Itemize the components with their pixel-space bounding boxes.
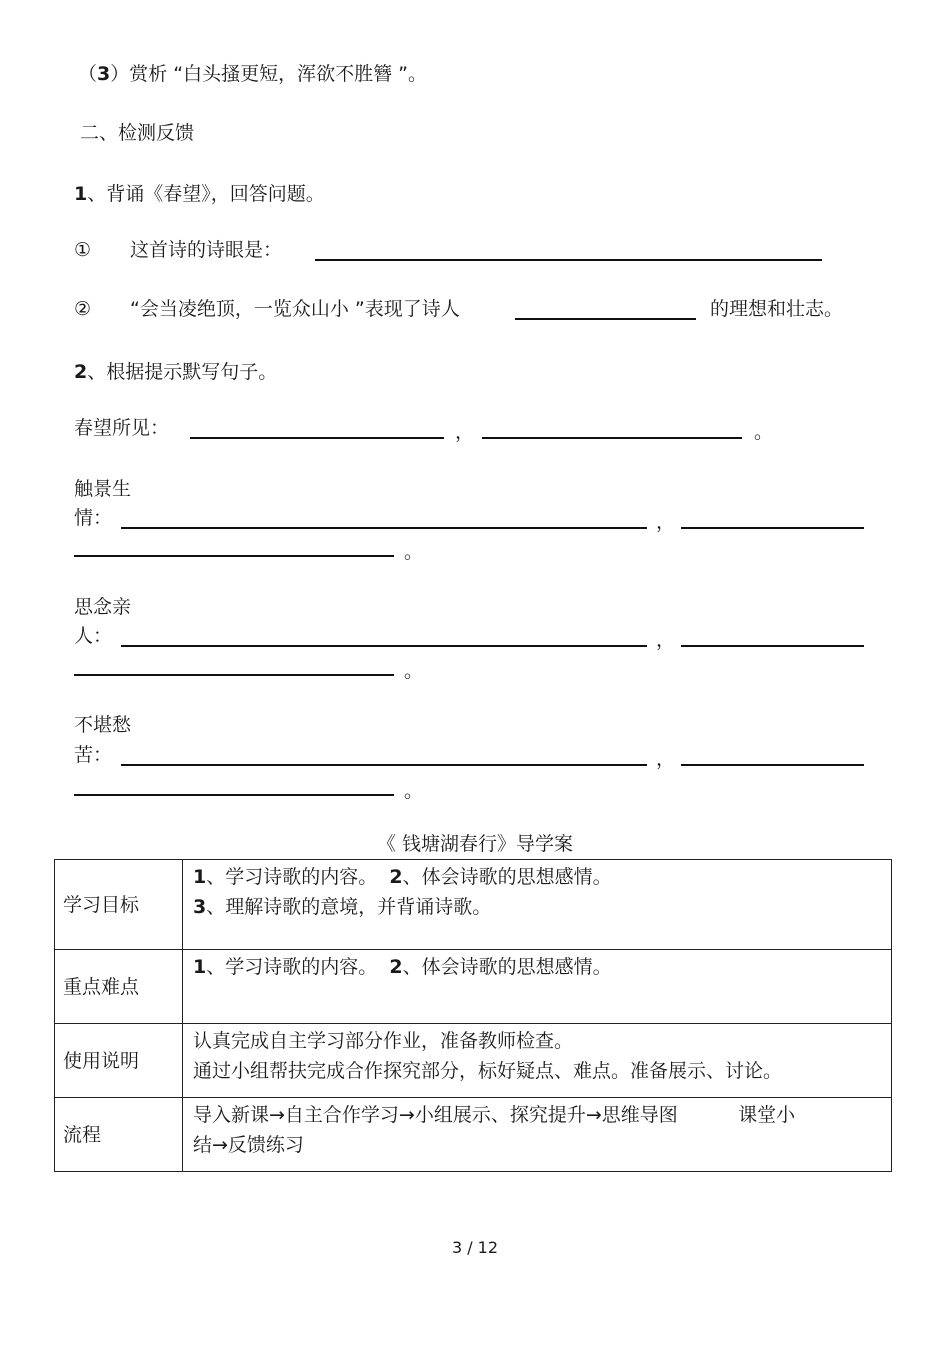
sub-2-text: “会当凌绝顶，一览众山小 ”表现了诗人: [130, 298, 460, 320]
plan-item-text: 、理解诗歌的意境，并背诵诗歌。: [206, 896, 492, 918]
item-2-text: 、根据提示默写句子。: [87, 361, 278, 383]
dictation-group-2-label-line2: 人：: [74, 625, 113, 647]
plan-row-label: 学习目标: [55, 860, 183, 950]
answer-blank-poem-eye[interactable]: [315, 259, 822, 261]
plan-item-text: 、学习诗歌的内容。: [206, 956, 390, 978]
dictation-group-3-label-line1: 不堪愁: [74, 714, 132, 736]
plan-row-content: [183, 1024, 892, 1098]
plan-row-content: [183, 950, 892, 1024]
plan-item-text: 、学习诗歌的内容。: [206, 866, 390, 888]
dictation-chunwang-blank-1[interactable]: [190, 437, 444, 439]
plan-row-line: [193, 1130, 881, 1160]
question-3-prefix: （: [78, 63, 98, 85]
question-3-text: ）赏析 “白头搔更短，浑欲不胜簪 ”。: [110, 63, 428, 85]
dictation-group-2-label-line1: 思念亲: [74, 596, 132, 618]
plan-item-number: 2: [389, 956, 403, 978]
dictation-group-3-comma: ，: [656, 748, 676, 770]
plan-row-content: [183, 1098, 892, 1172]
dictation-group-3-blank-1[interactable]: [121, 764, 647, 766]
plan-row-label: 流程: [55, 1098, 183, 1172]
plan-row: [55, 1024, 892, 1098]
dictation-group-1-comma: ，: [656, 511, 676, 533]
sub-2-text-after: 的理想和壮志。: [710, 298, 844, 320]
plan-row-line: [193, 1100, 881, 1130]
answer-blank-poet[interactable]: [515, 318, 696, 320]
dictation-group-1-blank-3[interactable]: [74, 555, 394, 557]
question-3-number: 3: [97, 63, 111, 85]
plan-item-text: 、体会诗歌的思想感情。: [402, 866, 612, 888]
dictation-group-3-period: 。: [404, 780, 424, 802]
sub-2-marker: ②: [74, 298, 92, 320]
study-plan-table: [54, 859, 892, 1172]
plan-row-line: [193, 1056, 881, 1086]
item-1-text: 、背诵《春望》，回答问题。: [87, 183, 325, 205]
plan-row: [55, 950, 892, 1024]
dictation-group-3-blank-3[interactable]: [74, 794, 394, 796]
dictation-group-2-blank-3[interactable]: [74, 674, 394, 676]
item-1: [74, 182, 325, 206]
plan-item-text: 、体会诗歌的思想感情。: [402, 956, 612, 978]
page-number: 3 / 12: [451, 1238, 499, 1257]
question-3: [78, 62, 427, 86]
plan-row-line: [193, 892, 881, 922]
plan-item-number: 3: [193, 896, 207, 918]
plan-row-content: [183, 860, 892, 950]
plan-row: [55, 1098, 892, 1172]
plan-row-label: 重点难点: [55, 950, 183, 1024]
dictation-group-2-blank-1[interactable]: [121, 645, 647, 647]
plan-title: 《 钱塘湖春行》导学案: [376, 833, 574, 855]
sub-1-text: 这首诗的诗眼是：: [130, 239, 283, 261]
dictation-group-1-blank-1[interactable]: [121, 527, 647, 529]
dictation-group-1-label-line2: 情：: [74, 507, 113, 529]
dictation-group-1-period: 。: [404, 541, 424, 563]
dictation-group-1-blank-2[interactable]: [681, 527, 864, 529]
dictation-group-2-period: 。: [404, 660, 424, 682]
dictation-chunwang-blank-2[interactable]: [482, 437, 742, 439]
item-2-number: 2: [74, 361, 88, 383]
plan-item-text: 通过小组帮扶完成合作探究部分，标好疑点、难点。准备展示、讨论。: [193, 1060, 783, 1082]
plan-row-label: 使用说明: [55, 1024, 183, 1098]
plan-row-line: [193, 952, 881, 982]
plan-row: [55, 860, 892, 950]
dictation-chunwang-label: 春望所见：: [74, 417, 170, 439]
dictation-group-3-label-line2: 苦：: [74, 744, 113, 766]
plan-row-line: [193, 862, 881, 892]
dictation-group-2-comma: ，: [656, 629, 676, 651]
section-2-title: 二、检测反馈: [80, 122, 195, 144]
plan-item-text: 认真完成自主学习部分作业，准备教师检查。: [193, 1030, 574, 1052]
plan-item-number: 1: [193, 956, 207, 978]
plan-item-text: 导入新课→自主合作学习→小组展示、探究提升→思维导图 课堂小: [193, 1104, 796, 1126]
item-1-number: 1: [74, 183, 88, 205]
dictation-group-3-blank-2[interactable]: [681, 764, 864, 766]
dictation-chunwang-period: 。: [754, 421, 774, 443]
dictation-group-1-label-line1: 触景生: [74, 478, 132, 500]
plan-row-line: [193, 1026, 881, 1056]
plan-item-number: 2: [389, 866, 403, 888]
item-2: [74, 360, 277, 384]
sub-1-marker: ①: [74, 239, 92, 261]
dictation-group-2-blank-2[interactable]: [681, 645, 864, 647]
plan-item-text: 结→反馈练习: [193, 1134, 304, 1156]
dictation-chunwang-comma: ，: [455, 421, 475, 443]
plan-item-number: 1: [193, 866, 207, 888]
